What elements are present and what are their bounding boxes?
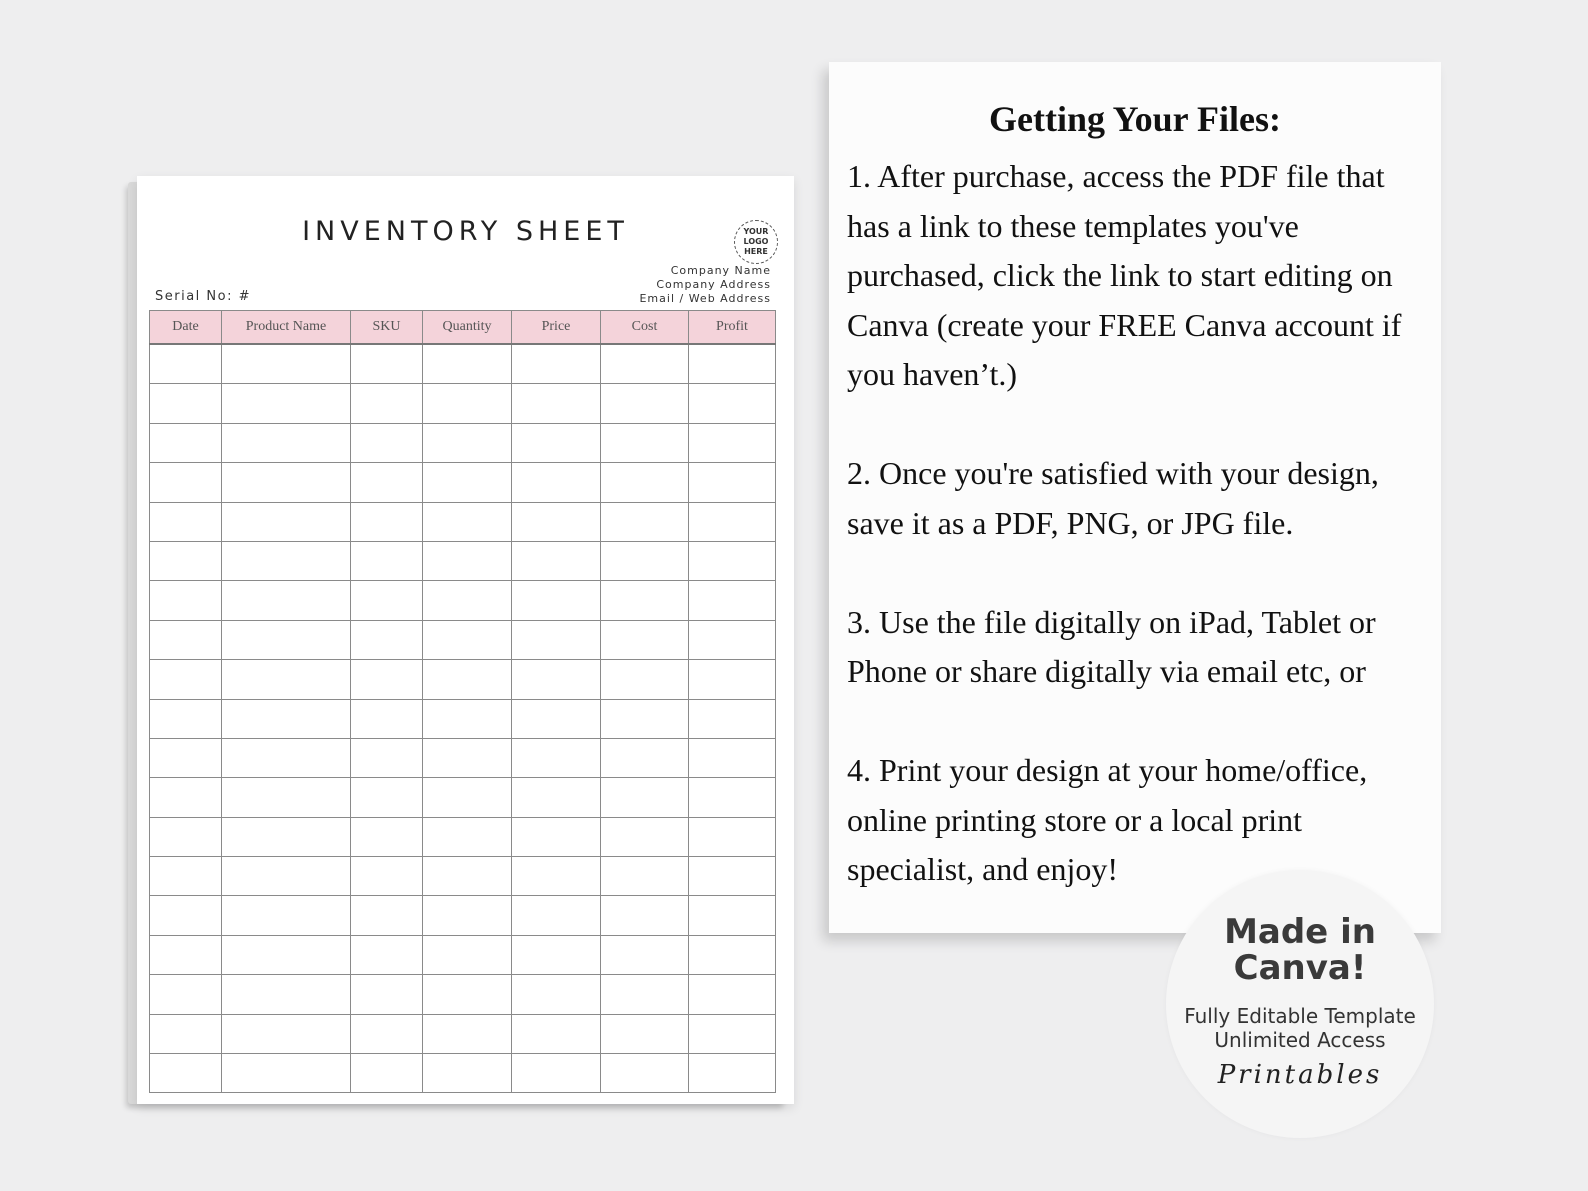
table-cell [222,857,351,896]
table-cell [150,660,222,699]
table-cell [512,1054,601,1093]
table-cell [351,344,423,384]
table-cell [423,975,512,1014]
table-cell [423,778,512,817]
table-row [150,778,776,817]
table-cell [423,738,512,777]
table-cell [150,581,222,620]
table-row [150,935,776,974]
table-cell [512,778,601,817]
table-row [150,581,776,620]
table-row [150,541,776,580]
table-header-row [150,311,776,345]
table-cell [601,738,689,777]
table-cell [689,896,776,935]
table-cell [222,384,351,423]
table-cell [689,1054,776,1093]
table-cell [601,1054,689,1093]
table-cell [601,1014,689,1053]
table-cell [512,463,601,502]
table-cell [351,423,423,462]
table-cell [601,384,689,423]
table-cell [351,660,423,699]
table-cell [423,1054,512,1093]
table-cell [512,384,601,423]
table-cell [150,541,222,580]
table-cell [222,541,351,580]
table-row [150,738,776,777]
table-cell [689,935,776,974]
company-name: Company Name [670,264,771,277]
table-cell [150,423,222,462]
table-cell [512,502,601,541]
table-cell [601,699,689,738]
table-cell [222,1054,351,1093]
table-cell [689,778,776,817]
column-header-profit: Profit [689,311,776,345]
instruction-step: 2. Once you're satisfied with your design, save it as a PDF, PNG, or JPG file. [847,455,1379,541]
sheet-title: INVENTORY SHEET [302,216,629,247]
table-cell [689,817,776,856]
table-cell [150,384,222,423]
logo-placeholder [734,220,778,264]
company-info [639,264,771,306]
table-cell [150,817,222,856]
table-cell [512,817,601,856]
table-cell [512,660,601,699]
table-cell [423,620,512,659]
table-cell [601,502,689,541]
table-cell [150,1014,222,1053]
table-cell [512,975,601,1014]
table-cell [512,699,601,738]
table-cell [150,463,222,502]
company-address: Company Address [656,278,771,291]
inventory-table [149,310,776,1093]
table-cell [351,817,423,856]
table-cell [512,541,601,580]
inventory-sheet [137,176,794,1104]
table-row [150,463,776,502]
table-cell [222,975,351,1014]
table-cell [150,935,222,974]
table-cell [150,344,222,384]
table-cell [512,896,601,935]
instruction-step: 3. Use the file digitally on iPad, Tablet or Phone or share digitally via email etc, or [847,603,1376,689]
table-cell [689,384,776,423]
column-header-quantity: Quantity [423,311,512,345]
table-cell [222,502,351,541]
logo-text-line: HERE [744,247,768,256]
table-cell [689,344,776,384]
badge-subtitle-line: Unlimited Access [1214,1028,1386,1052]
table-cell [222,581,351,620]
table-row [150,975,776,1014]
table-cell [351,975,423,1014]
table-cell [601,975,689,1014]
table-row [150,1054,776,1093]
table-cell [351,581,423,620]
column-header-price: Price [512,311,601,345]
table-row [150,699,776,738]
table-cell [423,384,512,423]
table-cell [601,463,689,502]
table-cell [601,817,689,856]
table-cell [222,817,351,856]
table-cell [601,896,689,935]
table-cell [689,738,776,777]
column-header-sku: SKU [351,311,423,345]
table-row [150,620,776,659]
badge-title-line: Canva! [1233,948,1367,988]
table-cell [601,581,689,620]
instructions-body [847,152,1433,944]
table-cell [423,463,512,502]
table-cell [150,620,222,659]
table-row [150,423,776,462]
serial-number: Serial No: # [155,289,251,304]
table-row [150,384,776,423]
table-cell [423,541,512,580]
table-cell [423,581,512,620]
table-cell [601,344,689,384]
table-row [150,1014,776,1053]
table-cell [512,344,601,384]
company-contact: Email / Web Address [639,292,771,305]
table-cell [601,857,689,896]
table-cell [222,935,351,974]
column-header-cost: Cost [601,311,689,345]
table-cell [689,463,776,502]
table-cell [423,344,512,384]
table-cell [150,975,222,1014]
table-cell [689,423,776,462]
table-cell [222,423,351,462]
table-cell [222,463,351,502]
table-cell [689,541,776,580]
table-cell [512,738,601,777]
table-cell [222,620,351,659]
table-cell [351,857,423,896]
table-cell [150,896,222,935]
table-cell [351,778,423,817]
brand-signature: Printables [1217,1060,1383,1090]
table-cell [351,384,423,423]
table-cell [512,581,601,620]
table-cell [351,896,423,935]
table-cell [601,423,689,462]
table-row [150,660,776,699]
table-cell [222,699,351,738]
badge-title [1166,914,1434,986]
table-cell [689,699,776,738]
table-cell [423,935,512,974]
table-cell [351,541,423,580]
table-row [150,502,776,541]
table-cell [512,423,601,462]
table-row [150,896,776,935]
table-cell [150,778,222,817]
instructions-heading: Getting Your Files: [989,99,1281,139]
table-cell [689,857,776,896]
table-cell [512,620,601,659]
table-cell [601,620,689,659]
made-in-canva-badge [1166,870,1434,1138]
table-cell [351,620,423,659]
table-cell [512,1014,601,1053]
instruction-step: 4. Print your design at your home/office, online printing store or a local print specialist, and enjoy! [847,752,1368,887]
table-cell [601,935,689,974]
table-cell [351,1054,423,1093]
column-header-date: Date [150,311,222,345]
table-cell [689,581,776,620]
table-cell [512,935,601,974]
table-cell [150,699,222,738]
table-cell [351,738,423,777]
table-cell [689,502,776,541]
table-cell [222,1014,351,1053]
table-cell [222,896,351,935]
table-cell [689,975,776,1014]
table-row [150,817,776,856]
table-row [150,344,776,384]
badge-subtitle [1166,1004,1434,1052]
table-cell [423,1014,512,1053]
table-cell [512,857,601,896]
table-cell [351,502,423,541]
table-cell [423,896,512,935]
table-cell [351,935,423,974]
logo-text-line: LOGO [743,237,769,246]
table-cell [689,620,776,659]
table-cell [150,857,222,896]
logo-text-line: YOUR [743,227,769,236]
column-header-product-name: Product Name [222,311,351,345]
table-cell [150,1054,222,1093]
table-cell [689,1014,776,1053]
table-cell [423,423,512,462]
table-cell [222,660,351,699]
table-cell [222,344,351,384]
table-cell [601,541,689,580]
table-cell [351,699,423,738]
table-cell [423,817,512,856]
instructions-card [829,62,1441,933]
table-cell [423,699,512,738]
table-cell [351,1014,423,1053]
table-cell [423,857,512,896]
table-cell [601,660,689,699]
table-cell [222,738,351,777]
table-cell [150,502,222,541]
badge-title-line: Made in [1224,912,1376,952]
instruction-step: 1. After purchase, access the PDF file that has a link to these templates you've purchased, click the link to start editing on Canva (create your FREE Canva account if you haven’t.) [847,158,1402,392]
table-cell [351,463,423,502]
table-cell [601,778,689,817]
badge-subtitle-line: Fully Editable Template [1184,1004,1416,1028]
table-row [150,857,776,896]
table-cell [689,660,776,699]
table-cell [423,502,512,541]
table-cell [150,738,222,777]
table-cell [423,660,512,699]
table-cell [222,778,351,817]
